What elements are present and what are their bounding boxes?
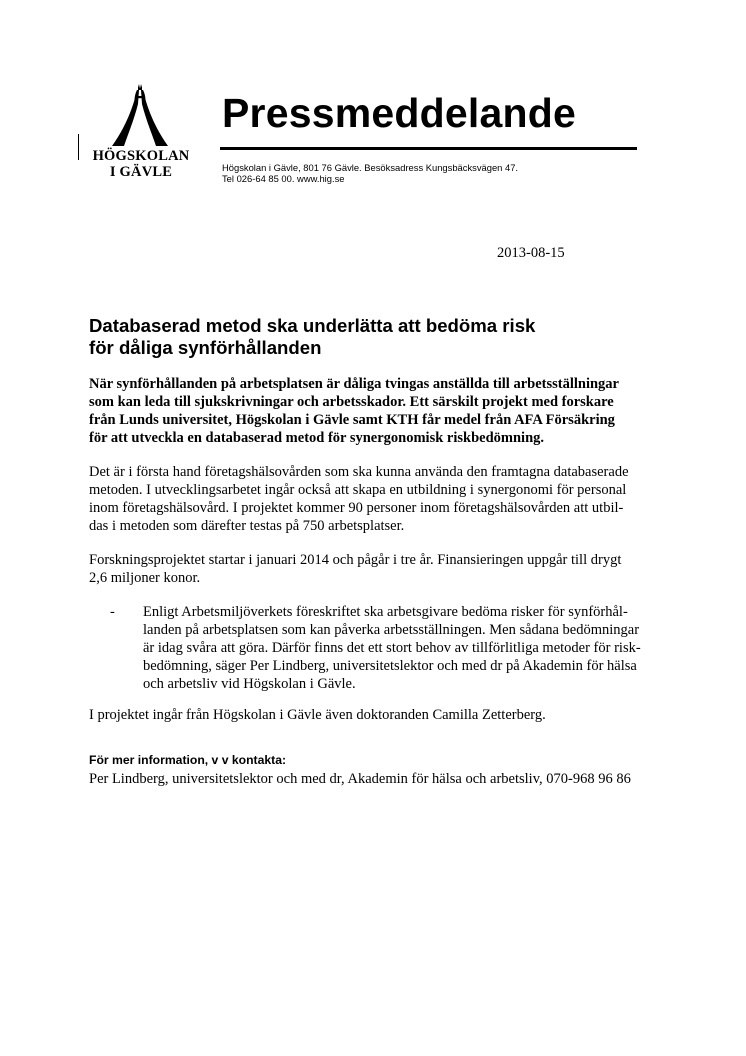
- more-info-contact: Per Lindberg, universitetslektor och med dr, Akademin för hälsa och arbetsliv, 070-968 96 86: [89, 771, 631, 787]
- logo-emblem-icon: [104, 84, 176, 146]
- more-info-heading: För mer information, v v kontakta:: [89, 753, 287, 767]
- quote-line: är idag svåra att göra. Därför finns det ett stort behov av tillförlitliga metoder för risk-: [143, 640, 641, 656]
- quote-line: Enligt Arbetsmiljöverkets föreskriftet ska arbetsgivare bedöma risker för synförhål-: [143, 604, 628, 620]
- paragraph-line: I projektet ingår från Högskolan i Gävle även doktoranden Camilla Zetterberg.: [89, 707, 546, 723]
- paragraph-line: das i metoden som därefter testas på 750 arbetsplatser.: [89, 518, 405, 534]
- paragraph-line: metoden. I utvecklingsarbetet ingår också att skapa en utbildning i synergonomi för personal: [89, 482, 627, 498]
- headline-line: Databaserad metod ska underlätta att bedöma risk: [89, 315, 536, 336]
- paragraph-line: 2,6 miljoner konor.: [89, 570, 201, 586]
- quote-dash: -: [110, 604, 115, 620]
- ingress-line: för att utveckla en databaserad metod för synergonomisk riskbedömning.: [89, 430, 545, 446]
- logo-line-1: HÖGSKOLAN: [92, 148, 190, 164]
- ingress-line: från Lunds universitet, Högskolan i Gävle samt KTH får medel från AFA Försäkring: [89, 412, 615, 428]
- logo-line-2: I GÄVLE: [109, 164, 173, 180]
- paragraph-line: Forskningsprojektet startar i januari 2014 och pågår i tre år. Finansieringen uppgår till drygt: [89, 552, 622, 568]
- university-logo: [78, 84, 198, 184]
- body-paragraph-1: [89, 463, 669, 535]
- paragraph-line: inom företagshälsovård. I projektet kommer 90 personer inom företagshälsovården att utbil-: [89, 500, 624, 516]
- quote-line: och arbetsliv vid Högskolan i Gävle.: [143, 676, 356, 692]
- body-paragraph-2: [89, 551, 669, 587]
- ingress-line: När synförhållanden på arbetsplatsen är dåliga tvingas anställda till arbetsställningar: [89, 376, 619, 392]
- contact-phone-web: Tel 026-64 85 00. www.hig.se: [222, 173, 345, 184]
- document-title: Pressmeddelande: [222, 90, 576, 136]
- contact-address: Högskolan i Gävle, 801 76 Gävle. Besöksadress Kungsbäcksvägen 47.: [222, 162, 519, 173]
- contact-info: [222, 162, 642, 184]
- title-underline: [220, 147, 637, 150]
- logo-margin-bar: [78, 134, 79, 160]
- ingress-paragraph: [89, 375, 669, 447]
- headline-line: för dåliga synförhållanden: [89, 337, 322, 358]
- paragraph-line: Det är i första hand företagshälsovården som ska kunna använda den framtagna databaserade: [89, 464, 629, 480]
- quote-line: bedömning, säger Per Lindberg, universitetslektor och med dr på Akademin för hälsa: [143, 658, 637, 674]
- logo-wordmark: [87, 148, 195, 180]
- release-date: 2013-08-15: [497, 245, 565, 261]
- quote-paragraph: [143, 603, 663, 693]
- quote-line: landen på arbetsplatsen som kan påverka arbetsställningen. Men sådana bedömningar: [143, 622, 640, 638]
- ingress-line: som kan leda till sjukskrivningar och arbetsskador. Ett särskilt projekt med forskare: [89, 394, 614, 410]
- body-paragraph-3: [89, 706, 669, 724]
- headline: [89, 315, 649, 359]
